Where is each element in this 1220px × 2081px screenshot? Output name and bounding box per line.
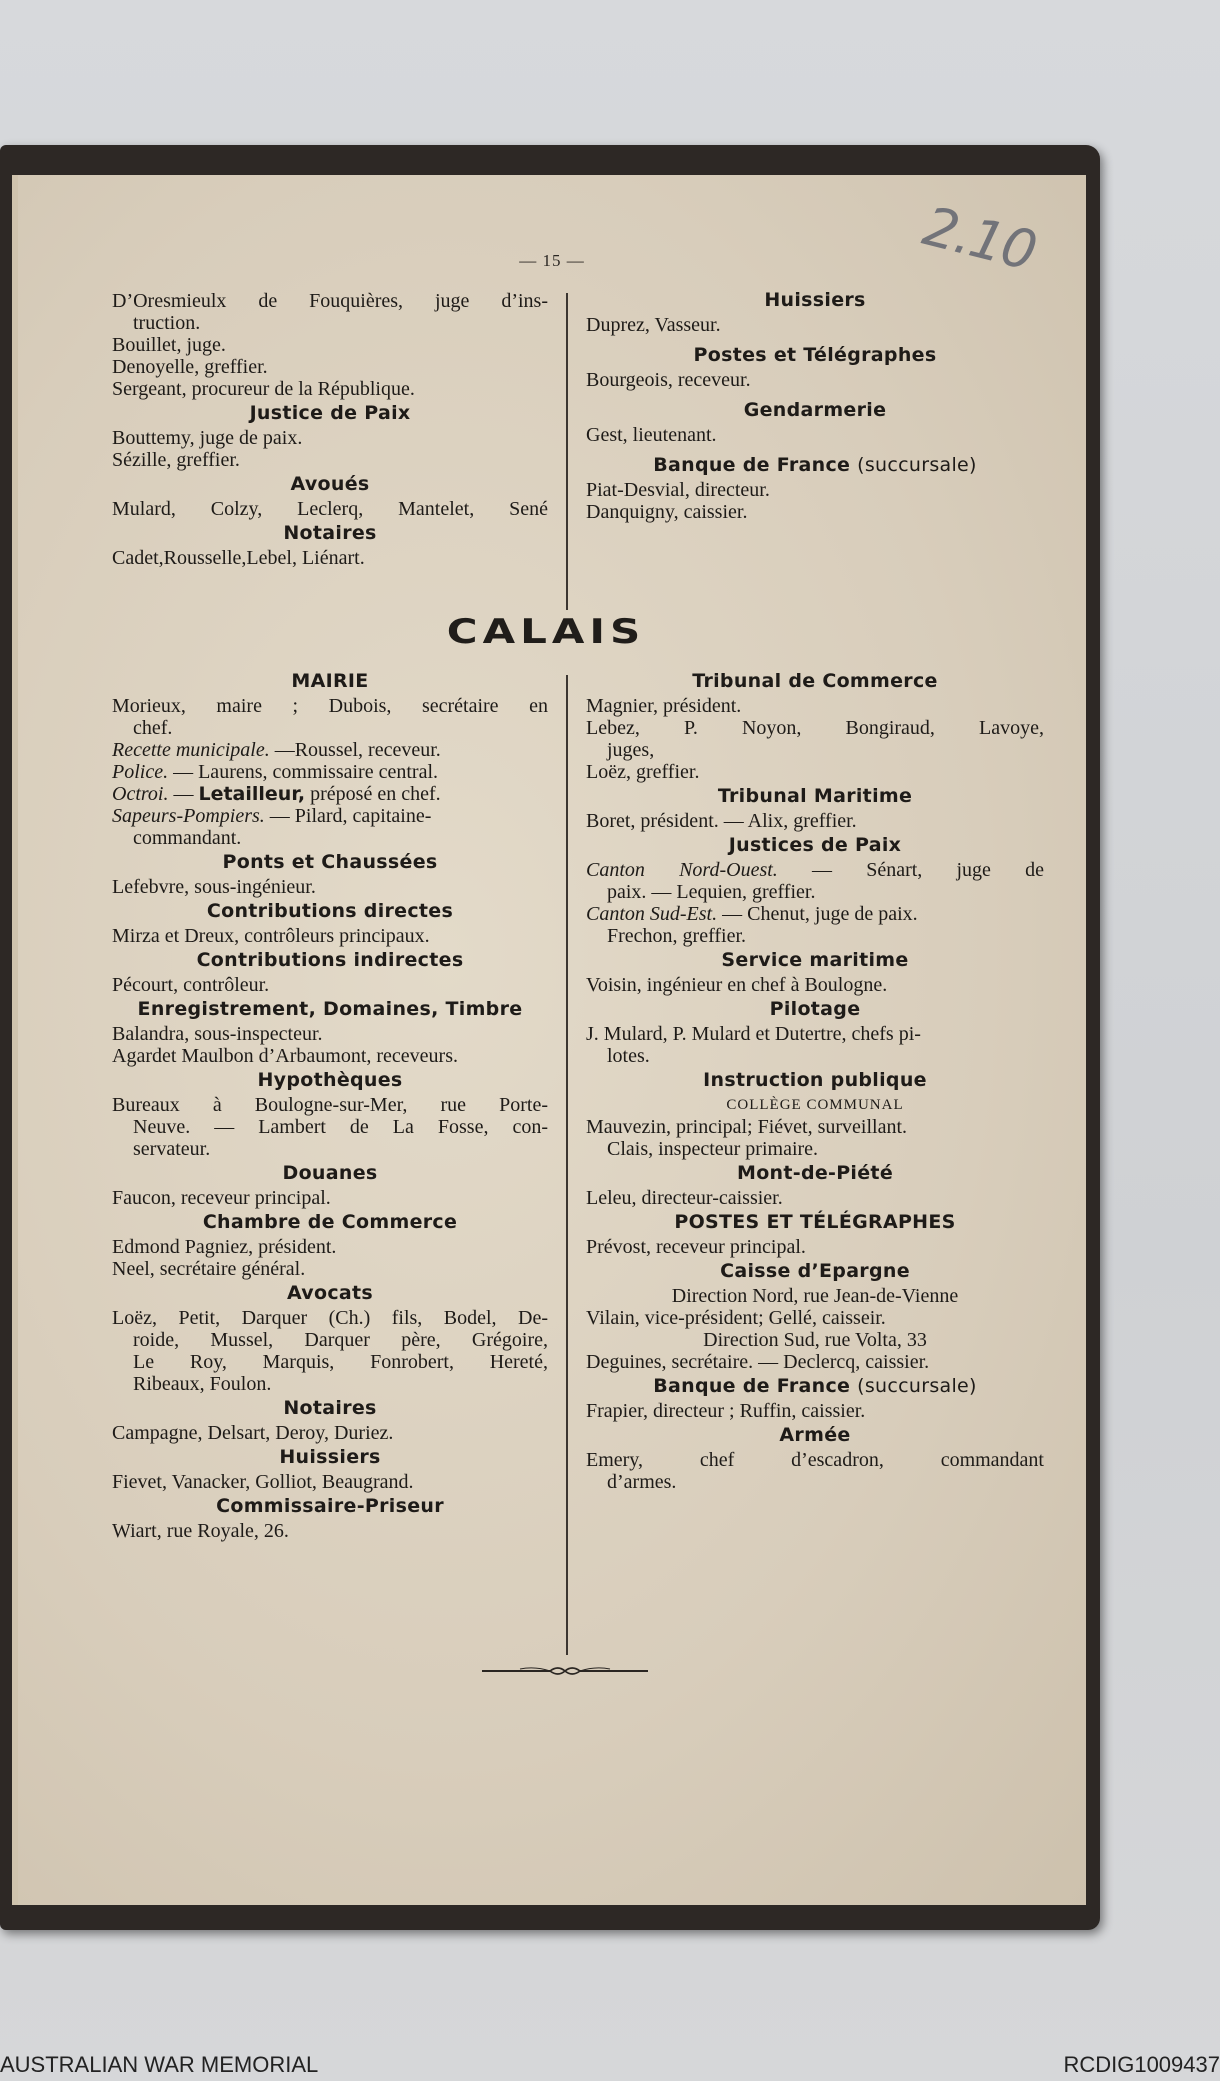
entry-text: commandant. xyxy=(133,827,242,849)
entry-text: Bouillet, juge. xyxy=(112,334,226,356)
document-page xyxy=(12,175,1086,1905)
entry-text: Frapier, directeur ; Ruffin, caissier. xyxy=(586,1400,866,1422)
section-heading xyxy=(586,947,1044,974)
entry-line xyxy=(112,334,548,356)
entry-text: Denoyelle, greffier. xyxy=(112,356,268,378)
entry-line xyxy=(112,827,548,849)
entry-text: Emery, chef d’escadron, commandant xyxy=(586,1449,1044,1471)
entry-line xyxy=(586,1236,1044,1258)
entry-text: Agardet Maulbon d’Arbaumont, receveurs. xyxy=(112,1045,458,1067)
entry-text: — xyxy=(168,783,199,805)
section-heading xyxy=(112,668,548,695)
entry-line xyxy=(112,739,548,761)
entry-line xyxy=(586,717,1044,739)
entry-line xyxy=(586,974,1044,996)
entry-line xyxy=(586,1138,1044,1160)
heading-text: Chambre de Commerce xyxy=(202,1211,458,1233)
heading-text: Tribunal de Commerce xyxy=(692,670,938,692)
heading-text: POSTES ET TÉLÉGRAPHES xyxy=(674,1211,956,1233)
section-heading xyxy=(112,1444,548,1471)
entry-line xyxy=(112,1023,548,1045)
entry-line xyxy=(112,1116,548,1138)
heading-text: Avoués xyxy=(290,473,370,495)
entry-suffix: (succursale) xyxy=(857,1375,977,1397)
entry-line xyxy=(112,974,548,996)
entry-line xyxy=(586,695,1044,717)
section-heading xyxy=(112,471,548,498)
entry-text: roide, Mussel, Darquer père, Grégoire, xyxy=(133,1329,548,1351)
entry-text: Gest, lieutenant. xyxy=(586,424,717,446)
entry-text: —Roussel, receveur. xyxy=(269,739,441,761)
section-heading xyxy=(586,1422,1044,1449)
city-title: CALAIS xyxy=(446,611,646,652)
heading-text: Mont-de-Piété xyxy=(736,1162,894,1184)
heading-text: Postes et Télégraphes xyxy=(693,344,937,366)
entry-text: Deguines, secrétaire. — Declercq, caissier. xyxy=(586,1351,930,1373)
heading-text: Gendarmerie xyxy=(743,399,887,421)
entry-line xyxy=(112,1258,548,1280)
entry-line xyxy=(586,925,1044,947)
heading-text: Avocats xyxy=(286,1282,374,1304)
entry-text: Le Roy, Marquis, Fonrobert, Hereté, xyxy=(133,1351,548,1373)
entry-line xyxy=(586,1045,1044,1067)
section-heading xyxy=(112,898,548,925)
section-heading xyxy=(586,342,1044,369)
heading-text: MAIRIE xyxy=(291,670,369,692)
entry-line xyxy=(586,1329,1044,1351)
entry-line xyxy=(586,1351,1044,1373)
entry-text: — Sénart, juge de xyxy=(777,859,1044,881)
column-divider xyxy=(566,675,568,1655)
entry-line xyxy=(586,424,1044,446)
entry-line xyxy=(112,1138,548,1160)
entry-line xyxy=(112,876,548,898)
footer-record-id: RCDIG1009437 xyxy=(1063,2052,1220,2077)
entry-prefix: Police. xyxy=(112,761,169,783)
entry-bold: Letailleur, xyxy=(198,783,306,805)
entry-text: Fievet, Vanacker, Golliot, Beaugrand. xyxy=(112,1471,414,1493)
section-heading xyxy=(586,783,1044,810)
top-right-column xyxy=(586,287,1044,523)
section-heading xyxy=(112,520,548,547)
entry-text: lotes. xyxy=(607,1045,650,1067)
calais-left-column xyxy=(112,668,548,1542)
entry-text: Boret, président. — Alix, greffier. xyxy=(586,810,857,832)
entry-text: Prévost, receveur principal. xyxy=(586,1236,806,1258)
entry-text: juges, xyxy=(607,739,655,761)
entry-text: Neuve. — Lambert de La Fosse, con- xyxy=(133,1116,548,1138)
entry-line xyxy=(112,1094,548,1116)
heading-text: Contributions directes xyxy=(206,900,454,922)
entry-line xyxy=(586,1187,1044,1209)
entry-suffix: (succursale) xyxy=(857,454,977,476)
entry-line xyxy=(112,1351,548,1373)
entry-text: Voisin, ingénieur en chef à Boulogne. xyxy=(586,974,888,996)
entry-line xyxy=(112,1329,548,1351)
section-heading xyxy=(586,1067,1044,1094)
entry-line xyxy=(586,1285,1044,1307)
entry-line xyxy=(586,479,1044,501)
entry-line xyxy=(112,356,548,378)
entry-line xyxy=(112,378,548,400)
section-heading xyxy=(586,668,1044,695)
entry-text: Cadet,Rousselle,Lebel, Liénart. xyxy=(112,547,365,569)
section-heading xyxy=(112,400,548,427)
entry-line xyxy=(112,1520,548,1542)
column-divider xyxy=(566,293,568,610)
entry-line xyxy=(112,761,548,783)
entry-line xyxy=(586,881,1044,903)
heading-text: Tribunal Maritime xyxy=(717,785,913,807)
entry-line xyxy=(586,1471,1044,1493)
section-heading xyxy=(112,849,548,876)
entry-text: Bureaux à Boulogne-sur-Mer, rue Porte- xyxy=(112,1094,548,1116)
entry-line xyxy=(112,1187,548,1209)
entry-line xyxy=(112,1373,548,1395)
entry-text: Danquigny, caissier. xyxy=(586,501,748,523)
entry-text: Lebez, P. Noyon, Bongiraud, Lavoye, xyxy=(586,717,1044,739)
heading-text: Pilotage xyxy=(769,998,861,1020)
entry-line xyxy=(112,290,548,312)
section-heading xyxy=(112,1160,548,1187)
entry-line xyxy=(112,427,548,449)
entry-text: D’Oresmieulx de Fouquières, juge d’ins- xyxy=(112,290,548,312)
entry-text: — Laurens, commissaire central. xyxy=(168,761,438,783)
entry-text: Frechon, greffier. xyxy=(607,925,747,947)
heading-text: Banque de France xyxy=(653,1375,851,1397)
entry-text: Mirza et Dreux, contrôleurs principaux. xyxy=(112,925,430,947)
entry-line xyxy=(586,1023,1044,1045)
heading-text: Armée xyxy=(779,1424,851,1446)
entry-line xyxy=(586,1400,1044,1422)
entry-text: Magnier, président. xyxy=(586,695,742,717)
entry-line xyxy=(586,903,1044,925)
heading-text: Justices de Paix xyxy=(728,834,902,856)
calais-right-column xyxy=(586,668,1044,1493)
entry-line xyxy=(112,717,548,739)
handwritten-annotation: 2.10 xyxy=(917,194,1042,283)
heading-text: Hypothèques xyxy=(257,1069,403,1091)
entry-text: — Chenut, juge de paix. xyxy=(717,903,918,925)
entry-text: Morieux, maire ; Dubois, secrétaire en xyxy=(112,695,548,717)
entry-line xyxy=(112,449,548,471)
entry-text: Loëz, greffier. xyxy=(586,761,700,783)
entry-line xyxy=(112,1307,548,1329)
entry-line xyxy=(586,739,1044,761)
entry-text: Ribeaux, Foulon. xyxy=(133,1373,272,1395)
heading-text: Commissaire-Priseur xyxy=(216,1495,444,1517)
entry-text: Edmond Pagniez, président. xyxy=(112,1236,337,1258)
entry-line xyxy=(112,783,548,805)
heading-text: Ponts et Chaussées xyxy=(222,851,438,873)
section-heading xyxy=(112,1493,548,1520)
heading-text: Service maritime xyxy=(721,949,909,971)
entry-line xyxy=(112,1471,548,1493)
heading-text: Douanes xyxy=(282,1162,378,1184)
entry-prefix: Canton Nord-Ouest. xyxy=(586,859,778,881)
top-left-column xyxy=(112,290,548,569)
section-heading xyxy=(586,1209,1044,1236)
entry-text: truction. xyxy=(133,312,201,334)
entry-line xyxy=(112,547,548,569)
entry-line xyxy=(112,695,548,717)
footer-archive-name: AUSTRALIAN WAR MEMORIAL xyxy=(0,2052,319,2077)
entry-text: J. Mulard, P. Mulard et Dutertre, chefs pi- xyxy=(586,1023,921,1045)
entry-text: Mauvezin, principal; Fiévet, surveillant. xyxy=(586,1116,908,1138)
entry-line xyxy=(112,312,548,334)
heading-text: Instruction publique xyxy=(703,1069,927,1091)
section-heading xyxy=(112,947,548,974)
entry-prefix: Canton Sud-Est. xyxy=(586,903,718,925)
entry-text: Faucon, receveur principal. xyxy=(112,1187,331,1209)
entry-text: Leleu, directeur-caissier. xyxy=(586,1187,783,1209)
section-heading xyxy=(112,996,548,1023)
entry-line xyxy=(586,761,1044,783)
entry-text: Wiart, rue Royale, 26. xyxy=(112,1520,289,1542)
entry-text: Duprez, Vasseur. xyxy=(586,314,721,336)
entry-line xyxy=(586,1449,1044,1471)
entry-text: Sézille, greffier. xyxy=(112,449,240,471)
entry-line xyxy=(586,859,1044,881)
entry-text: Bourgeois, receveur. xyxy=(586,369,751,391)
entry-text: servateur. xyxy=(133,1138,211,1160)
entry-prefix: Octroi. xyxy=(112,783,169,805)
heading-text: Caisse d’Epargne xyxy=(720,1260,910,1282)
entry-line xyxy=(112,498,548,520)
entry-prefix: Recette municipale. xyxy=(112,739,270,761)
heading-text: Huissiers xyxy=(279,1446,381,1468)
section-heading xyxy=(112,1209,548,1236)
entry-text: Direction Nord, rue Jean-de-Vienne xyxy=(671,1285,959,1307)
entry-text: d’armes. xyxy=(607,1471,677,1493)
entry-line xyxy=(112,1236,548,1258)
heading-text: Contributions indirectes xyxy=(196,949,464,971)
section-heading xyxy=(586,996,1044,1023)
entry-text: Sergeant, procureur de la République. xyxy=(112,378,415,400)
entry-text: Loëz, Petit, Darquer (Ch.) fils, Bodel, De- xyxy=(112,1307,548,1329)
entry-line xyxy=(112,805,548,827)
section-heading xyxy=(586,1373,1044,1400)
entry-line xyxy=(586,810,1044,832)
entry-line xyxy=(586,501,1044,523)
heading-text: Huissiers xyxy=(764,289,866,311)
section-heading xyxy=(586,452,1044,479)
ornament-divider xyxy=(480,1663,650,1679)
section-heading xyxy=(586,287,1044,314)
section-heading xyxy=(112,1067,548,1094)
entry-line xyxy=(586,1307,1044,1329)
heading-text: Banque de France xyxy=(653,454,851,476)
entry-text: Pécourt, contrôleur. xyxy=(112,974,270,996)
entry-text: Bouttemy, juge de paix. xyxy=(112,427,303,449)
entry-text: Mulard, Colzy, Leclerq, Mantelet, Sené xyxy=(112,498,548,520)
entry-text: paix. — Lequien, greffier. xyxy=(607,881,816,903)
section-heading xyxy=(586,397,1044,424)
entry-line xyxy=(112,1422,548,1444)
entry-text: Vilain, vice-président; Gellé, caisseir. xyxy=(586,1307,886,1329)
entry-text: Balandra, sous-inspecteur. xyxy=(112,1023,323,1045)
entry-text: Direction Sud, rue Volta, 33 xyxy=(703,1329,927,1351)
heading-text: Notaires xyxy=(283,522,377,544)
entry-prefix: Sapeurs-Pompiers. xyxy=(112,805,265,827)
entry-text: Clais, inspecteur primaire. xyxy=(607,1138,819,1160)
entry-line xyxy=(112,925,548,947)
entry-text: Neel, secrétaire général. xyxy=(112,1258,306,1280)
section-heading xyxy=(586,1258,1044,1285)
heading-text: Enregistrement, Domaines, Timbre xyxy=(137,998,523,1020)
section-heading xyxy=(112,1395,548,1422)
section-heading xyxy=(112,1280,548,1307)
entry-line xyxy=(586,369,1044,391)
heading-text: Justice de Paix xyxy=(249,402,411,424)
heading-text: Notaires xyxy=(283,1397,377,1419)
section-heading xyxy=(586,1094,1044,1116)
heading-text: COLLÈGE COMMUNAL xyxy=(726,1097,904,1113)
entry-text: — Pilard, capitaine- xyxy=(264,805,432,827)
entry-text: chef. xyxy=(133,717,173,739)
entry-text: Lefebvre, sous-ingénieur. xyxy=(112,876,316,898)
entry-text: Piat-Desvial, directeur. xyxy=(586,479,770,501)
entry-line xyxy=(586,314,1044,336)
section-heading xyxy=(586,1160,1044,1187)
section-heading xyxy=(586,832,1044,859)
entry-line xyxy=(112,1045,548,1067)
entry-line xyxy=(586,1116,1044,1138)
entry-text: Campagne, Delsart, Deroy, Duriez. xyxy=(112,1422,394,1444)
entry-suffix: préposé en chef. xyxy=(305,783,441,805)
page-number: — 15 — xyxy=(519,251,585,270)
